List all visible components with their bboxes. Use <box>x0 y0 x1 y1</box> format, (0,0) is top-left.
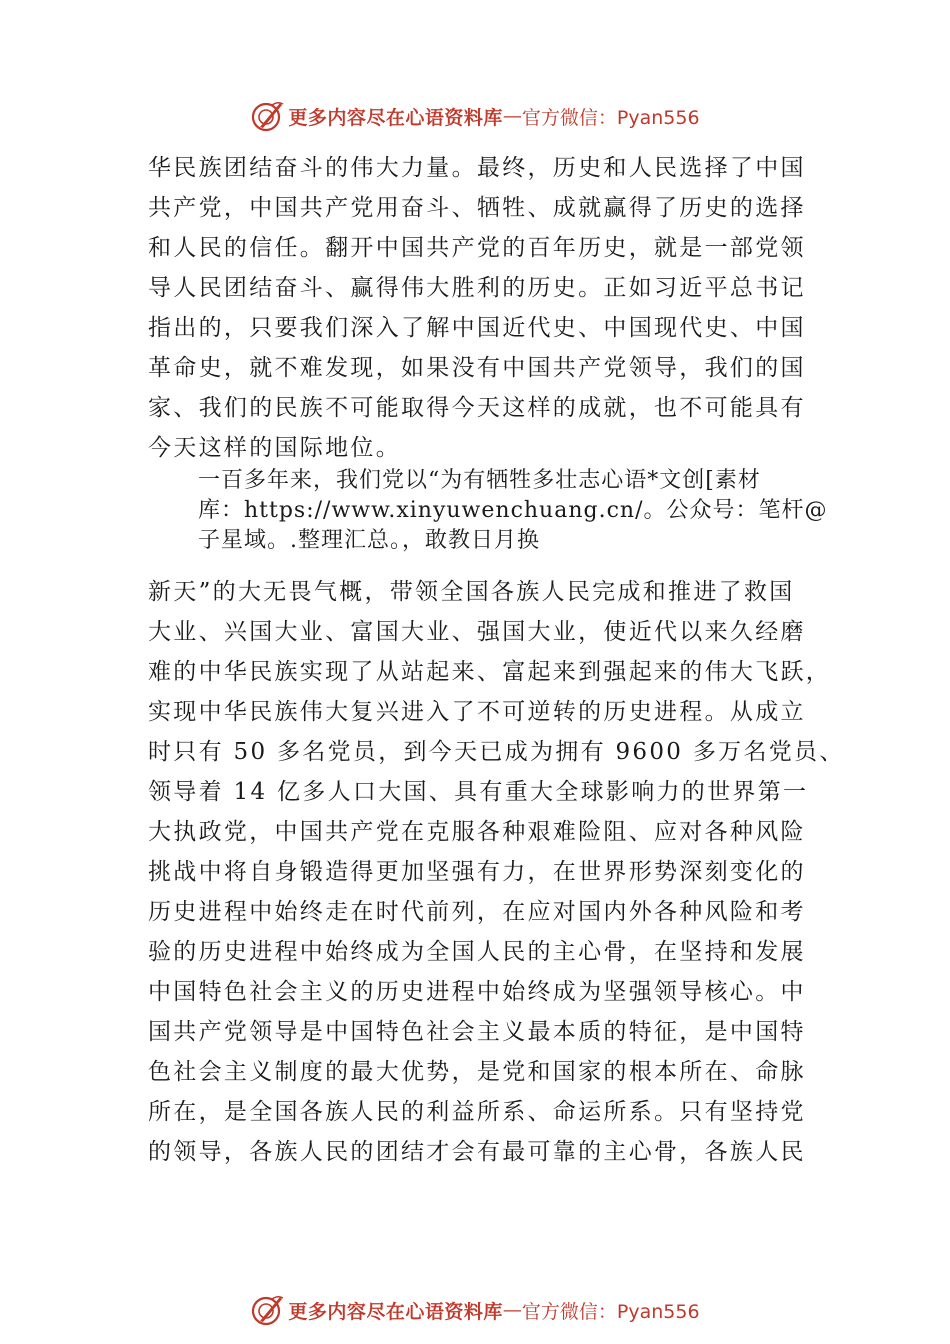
quote-line: 子星域。.整理汇总。，敢教日月换 <box>198 528 540 553</box>
text-line: 革命史，就不难发现，如果没有中国共产党领导，我们的国 <box>148 355 806 381</box>
text-line: 大业、兴国大业、富国大业、强国大业，使近代以来久经磨 <box>148 619 806 645</box>
header-wechat-text: 官方微信：Pyan556 <box>521 106 700 129</box>
header-brand-text: 更多内容尽在心语资料库 <box>288 106 503 129</box>
pen-logo-icon <box>250 1293 284 1327</box>
text-line: 家、我们的民族不可能取得今天这样的成就，也不可能具有 <box>148 395 806 421</box>
header-banner <box>0 96 950 136</box>
header-dash: — <box>502 105 522 127</box>
pen-logo-icon <box>250 99 284 133</box>
text-line: 所在，是全国各族人民的利益所系、命运所系。只有坚持党 <box>148 1099 806 1125</box>
text-line: 验的历史进程中始终成为全国人民的主心骨，在坚持和发展 <box>148 939 806 965</box>
footer-wechat-text: 官方微信：Pyan556 <box>521 1300 700 1323</box>
text-line: 的领导，各族人民的团结才会有最可靠的主心骨，各族人民 <box>148 1139 806 1165</box>
text-line: 导人民团结奋斗、赢得伟大胜利的历史。正如习近平总书记 <box>148 275 806 301</box>
inserted-quote-block <box>198 466 838 556</box>
paragraph-2 <box>148 572 845 1172</box>
text-line: 和人民的信任。翻开中国共产党的百年历史，就是一部党领 <box>148 235 806 261</box>
text-line: 大执政党，中国共产党在克服各种艰难险阻、应对各种风险 <box>148 819 806 845</box>
text-line: 色社会主义制度的最大优势，是党和国家的根本所在、命脉 <box>148 1059 806 1085</box>
text-line: 指出的，只要我们深入了解中国近代史、中国现代史、中国 <box>148 315 806 341</box>
text-line: 历史进程中始终走在时代前列，在应对国内外各种风险和考 <box>148 899 806 925</box>
footer-banner <box>0 1290 950 1330</box>
text-line: 领导着 14 亿多人口大国、具有重大全球影响力的世界第一 <box>148 779 809 805</box>
quote-line: 一百多年来，我们党以“为有牺牲多壮志心语*文创[素材 <box>198 468 761 493</box>
footer-brand-text: 更多内容尽在心语资料库 <box>288 1300 503 1323</box>
text-line: 难的中华民族实现了从站起来、富起来到强起来的伟大飞跃， <box>148 659 832 685</box>
text-line: 国共产党领导是中国特色社会主义最本质的特征，是中国特 <box>148 1019 806 1045</box>
footer-dash: — <box>502 1299 522 1321</box>
text-line: 中国特色社会主义的历史进程中始终成为坚强领导核心。中 <box>148 979 806 1005</box>
text-line: 实现中华民族伟大复兴进入了不可逆转的历史进程。从成立 <box>148 699 806 725</box>
text-line: 华民族团结奋斗的伟大力量。最终，历史和人民选择了中国 <box>148 155 806 181</box>
quote-line: 库：https://www.xinyuwenchuang.cn/。公众号：笔杆@ <box>198 498 828 523</box>
text-line: 共产党，中国共产党用奋斗、牺牲、成就赢得了历史的选择 <box>148 195 806 221</box>
text-line: 今天这样的国际地位。 <box>148 435 401 461</box>
paragraph-1 <box>148 148 808 468</box>
text-line: 时只有 50 多名党员，到今天已成为拥有 9600 多万名党员、 <box>148 739 845 765</box>
text-line: 新天”的大无畏气概，带领全国各族人民完成和推进了救国 <box>148 579 795 605</box>
text-line: 挑战中将自身锻造得更加坚强有力，在世界形势深刻变化的 <box>148 859 806 885</box>
